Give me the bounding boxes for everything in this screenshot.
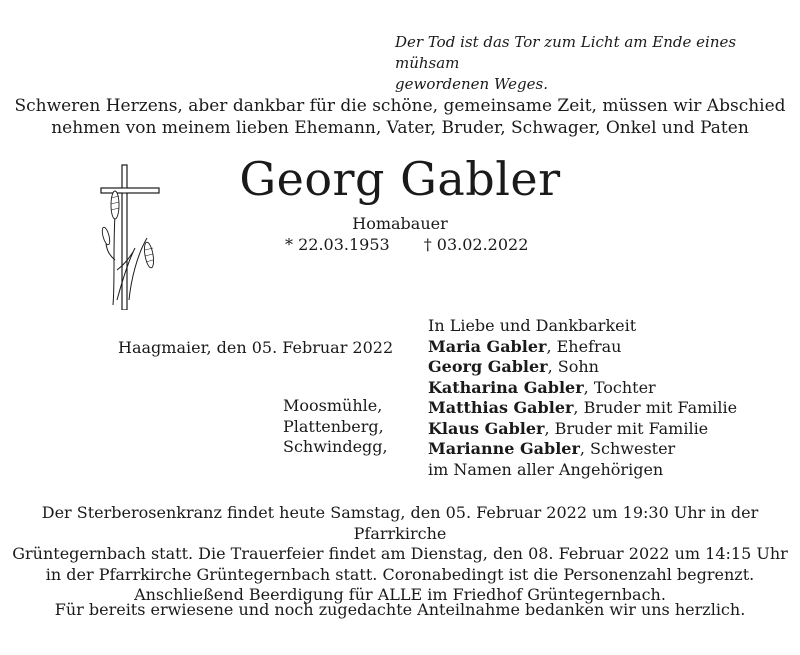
family-closing: im Namen aller Angehörigen (428, 459, 664, 479)
place-item: Moosmühle, (283, 396, 383, 415)
family-member (428, 357, 788, 378)
member-name: Georg Gabler (428, 357, 548, 376)
motto-quote (395, 32, 785, 95)
family-heading: In Liebe und Dankbarkeit (428, 316, 637, 335)
member-name: Klaus Gabler (428, 418, 545, 438)
notice-line: Grüntegernbach statt. Die Trauerfeier findet am Dienstag, den 08. Februar 2022 um 14:15 Uhr (12, 544, 788, 563)
family-member (428, 419, 788, 440)
notice-line: Der Sterberosenkranz findet heute Samstag, den 05. Februar 2022 um 19:30 Uhr in der Pfarrkirche (41, 503, 759, 543)
place-item: Schwindegg, (283, 437, 388, 456)
places-list (283, 396, 423, 458)
deceased-occupation: Homabauer (352, 214, 448, 233)
family-member (428, 398, 788, 419)
member-name: Marianne Gabler (428, 439, 580, 458)
member-relation: , Schwester (579, 439, 676, 458)
family-list (428, 316, 788, 480)
motto-line: gewordenen Weges. (395, 75, 548, 93)
motto-line: Der Tod ist das Tor zum Licht am Ende eines mühsam (395, 33, 737, 72)
cross-with-wheat-icon (95, 160, 175, 310)
service-notice (0, 503, 800, 606)
death-date: † 03.02.2022 (423, 235, 529, 254)
intro-line: Schweren Herzens, aber dankbar für die schöne, gemeinsame Zeit, müssen wir Abschied (14, 96, 786, 116)
intro-text (0, 95, 800, 139)
life-dates (285, 234, 585, 256)
notice-line: Anschließend Beerdigung für ALLE im Friedhof Grüntegernbach. (134, 585, 666, 604)
member-name: Katharina Gabler (428, 377, 584, 397)
member-relation: , Bruder mit Familie (544, 418, 709, 438)
thanks-text: Für bereits erwiesene und noch zugedachte Anteilnahme bedanken wir uns herzlich. (54, 600, 746, 619)
family-member (428, 337, 788, 358)
family-member (428, 439, 788, 460)
member-relation: , Ehefrau (546, 336, 622, 356)
place-item: Plattenberg, (283, 416, 384, 436)
birth-date: * 22.03.1953 (285, 235, 390, 254)
member-relation: , Tochter (583, 377, 656, 397)
notice-line: in der Pfarrkirche Grüntegernbach statt. Coronabedingt ist die Personenzahl begrenzt. (45, 564, 755, 584)
member-name: Matthias Gabler (428, 398, 574, 417)
family-member (428, 378, 788, 399)
deceased-name: Georg Gabler (239, 152, 561, 206)
member-name: Maria Gabler (428, 336, 547, 356)
intro-line: nehmen von meinem lieben Ehemann, Vater, Bruder, Schwager, Onkel und Paten (51, 118, 749, 138)
place-and-date: Haagmaier, den 05. Februar 2022 (118, 338, 394, 357)
member-relation: , Bruder mit Familie (573, 398, 738, 417)
member-relation: , Sohn (547, 357, 599, 376)
